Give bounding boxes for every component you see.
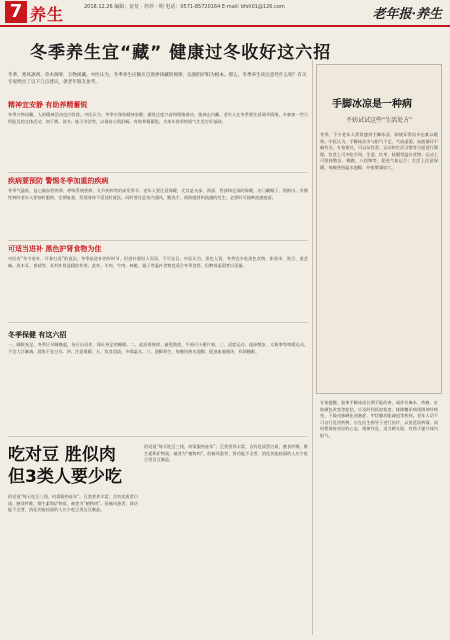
section-heading-3: 可适当进补 黑色护肾食物为佳 [8,245,102,253]
divider [8,322,308,323]
section-heading-4: 冬季保健 有这六招 [8,331,67,339]
newspaper-masthead: 老年报·养生 [372,7,442,22]
sidebar-continued: 专家提醒，如果手脚冰凉长期不能改善，或伴有麻木、疼痛、皮肤颜色改变等症状，应及时到医院检查，排除糖尿病周围神经病变、下肢动脉硬化闭塞症、甲状腺功能减退等疾病。老年人切不可自行乱用药物，应在医生指导下进行治疗，以免延误病情。同时要保持良好的心态，规律作息，适当晒太阳，有助于提升体内阳气。 [320,400,438,438]
section-body-1: 冬季万物闭藏，人的精神活动也应收敛。中医认为，冬季应保持精神安静，避免过度兴奋和情绪波动，使神志内藏。老年人在冬季要注意调节情绪，多参加一些力所能及的文体活动，如下棋、读书、练习书法等，以保持心情舒畅，有助养精蓄锐，为来年春季的阳气生发打好基础。 [8,112,308,124]
feature-body-right: 俗话说“每天吃豆三钱，何需服药连年”。豆类营养丰富，含有优质蛋白质、膳食纤维、维生素和矿物质，被誉为“植物肉”。但痛风患者、肾功能不全者、消化功能较弱的人应少吃豆类及豆制品。 [144,444,308,463]
page-number: 7 [5,1,27,23]
header-meta: 2018.12.26 编辑：征征 · 珍珍 · 明 电话：0571-85720164 E-mail: bfsh01@126.com [84,4,285,10]
section-body-4: 一、睡眠充足。冬季应早睡晚起，待日出而作，保证充足的睡眠。二、起居要规律。避免熬夜，午间可小憩片刻。三、适度运动。选择散步、太极拳等和缓运动，不宜大汗淋漓，晨练不宜过早。四、注意保暖。五、饮食清淡，多喝温水。六、泡脚养生，每晚用热水泡脚，促进血液循环，有助睡眠。 [8,342,308,354]
sidebar-headline: 手脚冰凉是一种病 [332,99,412,110]
divider [8,240,308,241]
divider [8,172,308,173]
header-divider [0,25,450,27]
divider [8,436,308,437]
article-lead: 冬季，寒风凛冽、草木凋零，万物闭藏。中医认为，冬季养生应顺应自然界闭藏的规律，以敛阴护阳为根本。那么，冬季养生该注意些什么呢？有关专家给出了以下几点建议，供老年朋友参考。 [8,73,307,85]
sidebar-subheadline: 不妨试试这些“生活处方” [346,117,413,124]
feature-headline: 吃对豆 胜似肉 但3类人要少吃 [8,445,122,487]
section-heading-2: 疾病要预防 警惕冬季加重的疾病 [8,177,109,185]
section-heading-1: 精神宜安静 有助养精蓄锐 [8,101,88,109]
section-name: 养生 [30,5,65,24]
feature-body-left: 俗话说“每天吃豆三钱，何需服药连年”。豆类营养丰富，含有优质蛋白质、膳食纤维、维生素和矿物质，被誉为“植物肉”。但痛风患者、肾功能不全者、消化功能较弱的人应少吃豆类及豆制品。 [8,494,138,513]
article-headline: 冬季养生宜“藏” 健康过冬收好这六招 [30,43,332,63]
section-body-3: 中医有“冬令进补，开春打虎”的说法。冬季是进补的好时节，但进补要因人而异，不可盲目。中医认为，黑色入肾，冬季宜多吃黑色食物，如黑米、黑豆、黑芝麻、黑木耳、香菇等，具有补肾益精的作用。此外，羊肉、牛肉、核桃、栗子等温补食物也适合冬季食用，但脾胃虚弱者应适量。 [8,256,308,268]
sidebar-body: 冬季，不少老年人常常感到手脚冰凉，即使穿得再多也难以暖和。中医认为，手脚冰凉多与阳气不足、气血虚弱、血液循环不畅有关。专家建议，可以从饮食、运动和生活习惯等方面进行调理。饮食上可多吃羊肉、生姜、红枣、桂圆等温补食物；运动上可坚持散步、慢跑、八段锦等，促进气血运行；生活上注意保暖，每晚坚持温水泡脚，并按摩涌泉穴。 [320,132,438,170]
section-body-2: 冬季气温低，是心脑血管疾病、呼吸系统疾病、关节疾病等的高发季节。老年人要注意保暖，尤其是头部、颈部、背部和足部的保暖，出门戴帽子、围围巾。有慢性病的老年人要按时服药，定期复查，发现身体不适及时就医。同时要注意室内通风，勤洗手，预防感冒和流感的发生，必要时可接种流感疫苗。 [8,188,308,200]
